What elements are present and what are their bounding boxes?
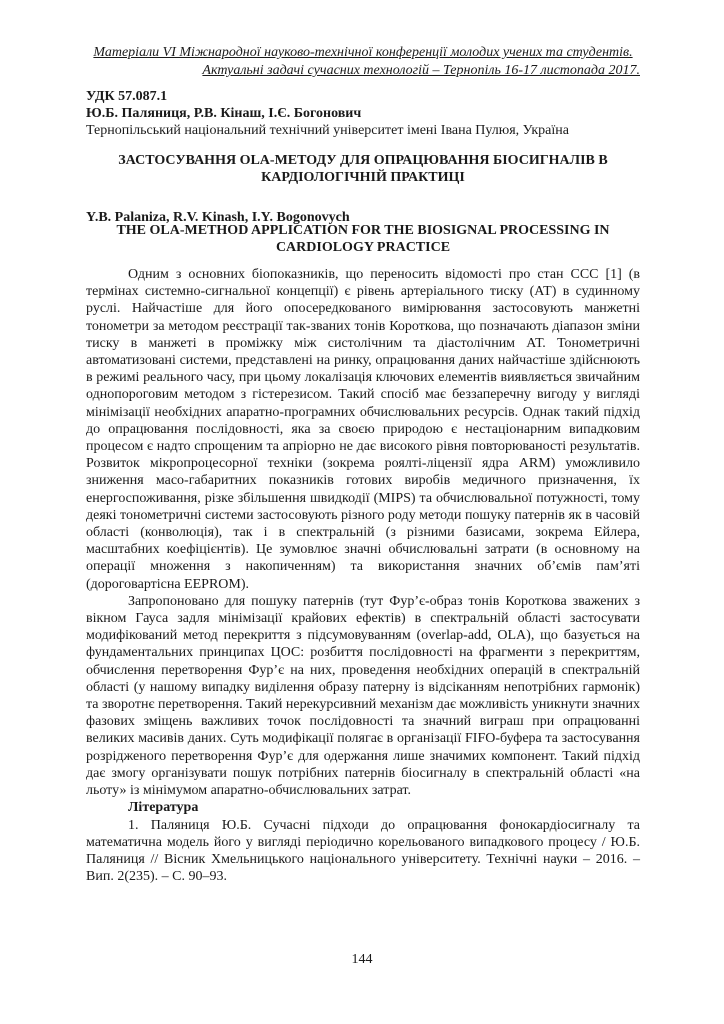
- authors-ua: Ю.Б. Паляниця, Р.В. Кінаш, І.Є. Богонович: [86, 106, 362, 121]
- conference-header-line2: Актуальні задачі сучасних технологій – Тернопіль 16-17 листопада 2017.: [202, 63, 640, 78]
- paper-meta: [86, 88, 646, 139]
- affiliation: Тернопільський національний технічний університет імені Івана Пулюя, Україна: [86, 123, 569, 138]
- title-ua: ЗАСТОСУВАННЯ OLA-МЕТОДУ ДЛЯ ОПРАЦЮВАННЯ БІОСИГНАЛІВ В КАРДІОЛОГІЧНІЙ ПРАКТИЦІ: [118, 153, 608, 185]
- udk-code: УДК 57.087.1: [86, 89, 168, 104]
- authors-en: Y.B. Palaniza, R.V. Kinash, I.Y. Bogonovych: [86, 210, 350, 225]
- paper-body: [86, 266, 640, 885]
- references-heading: Література: [128, 800, 199, 816]
- conference-header: [86, 44, 640, 80]
- body-paragraph-1: Одним з основних біопоказників, що переносить відомості про стан ССС [1] (в термінах системно-сигнальної концепції) є рівень артеріального тиску (АТ) в судинному руслі. Найчастіше для його опосередкованого вимірювання застосовують манжетні тонометри за методом реєстрації так-званих тонів Короткова, що позначають діапазон зміни тиску в манжеті в проміжку між систолічним та діастолічним АТ. Тонометричні автоматизовані системи, представлені на ринку, опрацювання даних найчастіше здійснюють в режимі реального часу, при цьому локалізація ключових елементів виявляється звичайним однопороговим методом з гістерезисом. Такий спосіб має беззаперечну вигоду у вигляді мінімізації необхідних апаратно-програмних обчислювальних ресурсів. Однак такий підхід до опрацювання послідовності, яка за своєю природою є нестаціонарним випадковим процесом є надто спрощеним та апріорно не дає високого рівня повторюваності результатів. Розвиток мікропроцесорної техніки (зокрема роялті-ліцензії ядра ARM) уможливило зниження масо-габаритних показників готових виробів медичного призначення, їх енергоспоживання, різке збільшення швидкодії (MIPS) та обчислювальної потужності, тому деякі тонометричні системи застосовують різного роду методи пошуку патернів як в часовій області (конволюція), так і в спектральній (з різними базисами, зокрема Ейлера, масштабних коефіцієнтів). Це зумовлює значні обчислювальні затрати (в основному на операції множення з накопиченням) та використання значних об’ємів пам’яті (дороговартісна EEPROM).: [86, 267, 640, 592]
- title-en: THE OLA-METHOD APPLICATION FOR THE BIOSIGNAL PROCESSING IN CARDIOLOGY PRACTICE: [116, 223, 610, 255]
- body-paragraph-2: Запропоновано для пошуку патернів (тут Фур’є-образ тонів Короткова зважених з вікном Гауса задля мінімізації крайових ефектів) в спектральній області застосувати модифікований метод перекриття з підсумовуванням (overlap-add, OLA), що базується на фундаментальних принципах ЦОС: розбиття послідовності на фрагменти з перекриттям, обчислення перетворення Фур’є на них, проведення необхідних операцій в спектральній області (у нашому випадку виділення образу патерну із відсіканням непотрібних гармонік) та зворотнє перетворення. Такий нерекурсивний механізм дає можливість уникнути значних фазових зміщень важливих точок послідовності та значний виграш при опрацюванні великих масивів даних. Суть модифікації полягає в організації FIFO-буфера та застосування розрідженого перетворення Фур’є для одержання лише значимих компонент. Такий підхід дає змогу організувати пошук потрібних патернів біосигналу в спектральній області «на льоту» із мінімумом апаратно-обчислювальних затрат.: [86, 593, 640, 799]
- reference-item: 1. Паляниця Ю.Б. Сучасні підходи до опрацювання фонокардіосигналу та математична модель його у вигляді періодично корельованого випадкового процесу / Ю.Б. Паляниця // Вісник Хмельницького національного університету. Технічні науки – 2016. – Вип. 2(235). – С. 90–93.: [86, 817, 640, 885]
- conference-header-line1: Матеріали VI Міжнародної науково-технічної конференції молодих учених та студентів.: [93, 45, 633, 60]
- page-number: 144: [351, 952, 373, 967]
